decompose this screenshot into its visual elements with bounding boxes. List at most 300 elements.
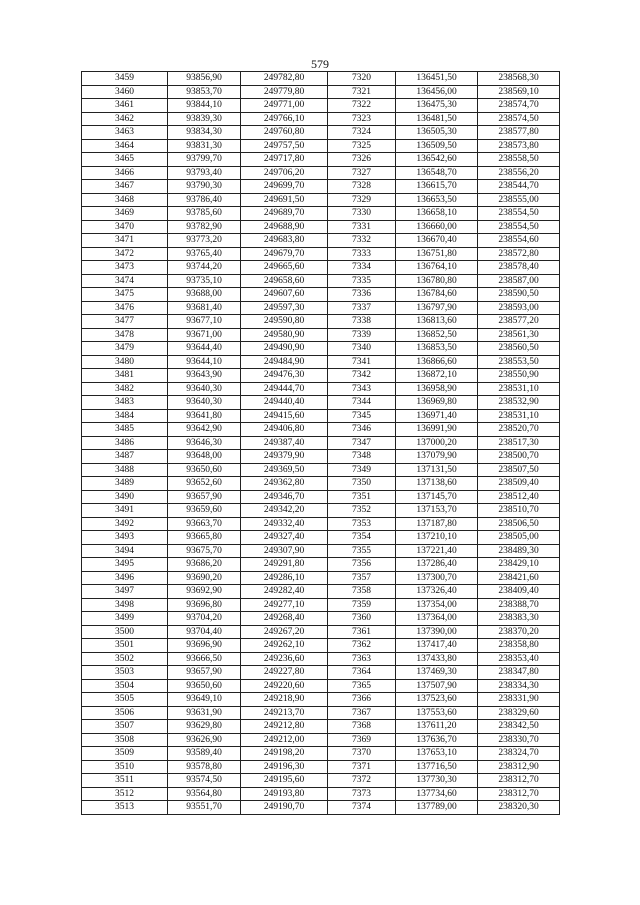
table-row bbox=[82, 315, 560, 329]
point-id-right-cell: 7331 bbox=[328, 220, 396, 234]
y-coordinate-right-cell: 238383,30 bbox=[478, 612, 560, 626]
x-coordinate-right-cell: 137079,90 bbox=[396, 450, 478, 464]
x-coordinate-right-cell: 136969,80 bbox=[396, 396, 478, 410]
x-coordinate-right-cell: 136764,10 bbox=[396, 261, 478, 275]
x-coordinate-left-cell: 93641,80 bbox=[168, 409, 241, 423]
table-row bbox=[82, 139, 560, 153]
table-row bbox=[82, 571, 560, 585]
y-coordinate-left-cell: 249213,70 bbox=[241, 706, 328, 720]
y-coordinate-left-cell: 249757,50 bbox=[241, 139, 328, 153]
y-coordinate-right-cell: 238593,00 bbox=[478, 301, 560, 315]
x-coordinate-right-cell: 137653,10 bbox=[396, 747, 478, 761]
point-id-right-cell: 7326 bbox=[328, 153, 396, 167]
x-coordinate-left-cell: 93671,00 bbox=[168, 328, 241, 342]
y-coordinate-left-cell: 249699,70 bbox=[241, 180, 328, 194]
point-id-right-cell: 7345 bbox=[328, 409, 396, 423]
point-id-left-cell: 3513 bbox=[82, 801, 168, 815]
table-row bbox=[82, 396, 560, 410]
y-coordinate-left-cell: 249212,00 bbox=[241, 733, 328, 747]
x-coordinate-left-cell: 93640,30 bbox=[168, 382, 241, 396]
point-id-left-cell: 3504 bbox=[82, 679, 168, 693]
y-coordinate-left-cell: 249771,00 bbox=[241, 99, 328, 113]
x-coordinate-left-cell: 93696,90 bbox=[168, 639, 241, 653]
y-coordinate-left-cell: 249691,50 bbox=[241, 193, 328, 207]
x-coordinate-left-cell: 93643,90 bbox=[168, 369, 241, 383]
point-id-right-cell: 7353 bbox=[328, 517, 396, 531]
point-id-left-cell: 3481 bbox=[82, 369, 168, 383]
x-coordinate-left-cell: 93853,70 bbox=[168, 85, 241, 99]
point-id-left-cell: 3471 bbox=[82, 234, 168, 248]
y-coordinate-right-cell: 238312,70 bbox=[478, 787, 560, 801]
point-id-right-cell: 7323 bbox=[328, 112, 396, 126]
x-coordinate-right-cell: 136456,00 bbox=[396, 85, 478, 99]
point-id-left-cell: 3509 bbox=[82, 747, 168, 761]
x-coordinate-right-cell: 136780,80 bbox=[396, 274, 478, 288]
x-coordinate-right-cell: 137469,30 bbox=[396, 666, 478, 680]
x-coordinate-left-cell: 93773,20 bbox=[168, 234, 241, 248]
y-coordinate-left-cell: 249607,60 bbox=[241, 288, 328, 302]
y-coordinate-left-cell: 249760,80 bbox=[241, 126, 328, 140]
table-row bbox=[82, 652, 560, 666]
x-coordinate-right-cell: 136475,30 bbox=[396, 99, 478, 113]
x-coordinate-right-cell: 137730,30 bbox=[396, 774, 478, 788]
point-id-right-cell: 7371 bbox=[328, 760, 396, 774]
x-coordinate-left-cell: 93644,40 bbox=[168, 342, 241, 356]
point-id-left-cell: 3467 bbox=[82, 180, 168, 194]
table-row bbox=[82, 585, 560, 599]
y-coordinate-left-cell: 249387,40 bbox=[241, 436, 328, 450]
y-coordinate-right-cell: 238512,40 bbox=[478, 490, 560, 504]
y-coordinate-left-cell: 249227,80 bbox=[241, 666, 328, 680]
y-coordinate-left-cell: 249766,10 bbox=[241, 112, 328, 126]
y-coordinate-left-cell: 249369,50 bbox=[241, 463, 328, 477]
table-row bbox=[82, 666, 560, 680]
table-row bbox=[82, 477, 560, 491]
point-id-left-cell: 3479 bbox=[82, 342, 168, 356]
point-id-right-cell: 7341 bbox=[328, 355, 396, 369]
x-coordinate-right-cell: 136751,80 bbox=[396, 247, 478, 261]
table-row bbox=[82, 409, 560, 423]
y-coordinate-right-cell: 238520,70 bbox=[478, 423, 560, 437]
point-id-right-cell: 7368 bbox=[328, 720, 396, 734]
x-coordinate-left-cell: 93856,90 bbox=[168, 72, 241, 86]
table-row bbox=[82, 706, 560, 720]
table-row bbox=[82, 247, 560, 261]
point-id-right-cell: 7340 bbox=[328, 342, 396, 356]
y-coordinate-left-cell: 249218,90 bbox=[241, 693, 328, 707]
x-coordinate-right-cell: 136653,50 bbox=[396, 193, 478, 207]
point-id-right-cell: 7343 bbox=[328, 382, 396, 396]
x-coordinate-right-cell: 137138,60 bbox=[396, 477, 478, 491]
y-coordinate-right-cell: 238553,50 bbox=[478, 355, 560, 369]
y-coordinate-right-cell: 238505,00 bbox=[478, 531, 560, 545]
y-coordinate-right-cell: 238517,30 bbox=[478, 436, 560, 450]
y-coordinate-right-cell: 238330,70 bbox=[478, 733, 560, 747]
point-id-left-cell: 3496 bbox=[82, 571, 168, 585]
y-coordinate-right-cell: 238507,50 bbox=[478, 463, 560, 477]
y-coordinate-right-cell: 238573,80 bbox=[478, 139, 560, 153]
y-coordinate-right-cell: 238324,70 bbox=[478, 747, 560, 761]
point-id-right-cell: 7349 bbox=[328, 463, 396, 477]
y-coordinate-right-cell: 238329,60 bbox=[478, 706, 560, 720]
point-id-right-cell: 7370 bbox=[328, 747, 396, 761]
point-id-left-cell: 3501 bbox=[82, 639, 168, 653]
point-id-left-cell: 3493 bbox=[82, 531, 168, 545]
point-id-right-cell: 7330 bbox=[328, 207, 396, 221]
table-row bbox=[82, 531, 560, 545]
table-row bbox=[82, 558, 560, 572]
point-id-right-cell: 7363 bbox=[328, 652, 396, 666]
x-coordinate-right-cell: 137390,00 bbox=[396, 625, 478, 639]
table-row bbox=[82, 85, 560, 99]
point-id-right-cell: 7374 bbox=[328, 801, 396, 815]
y-coordinate-left-cell: 249779,80 bbox=[241, 85, 328, 99]
x-coordinate-right-cell: 136509,50 bbox=[396, 139, 478, 153]
point-id-right-cell: 7354 bbox=[328, 531, 396, 545]
x-coordinate-left-cell: 93696,80 bbox=[168, 598, 241, 612]
table-row bbox=[82, 517, 560, 531]
x-coordinate-right-cell: 137789,00 bbox=[396, 801, 478, 815]
y-coordinate-left-cell: 249262,10 bbox=[241, 639, 328, 653]
y-coordinate-right-cell: 238510,70 bbox=[478, 504, 560, 518]
x-coordinate-left-cell: 93650,60 bbox=[168, 679, 241, 693]
table-row bbox=[82, 342, 560, 356]
point-id-right-cell: 7351 bbox=[328, 490, 396, 504]
point-id-left-cell: 3476 bbox=[82, 301, 168, 315]
y-coordinate-right-cell: 238532,90 bbox=[478, 396, 560, 410]
point-id-left-cell: 3505 bbox=[82, 693, 168, 707]
y-coordinate-left-cell: 249196,30 bbox=[241, 760, 328, 774]
y-coordinate-left-cell: 249332,40 bbox=[241, 517, 328, 531]
y-coordinate-left-cell: 249706,20 bbox=[241, 166, 328, 180]
y-coordinate-left-cell: 249580,90 bbox=[241, 328, 328, 342]
y-coordinate-right-cell: 238342,50 bbox=[478, 720, 560, 734]
point-id-left-cell: 3486 bbox=[82, 436, 168, 450]
table-row bbox=[82, 679, 560, 693]
point-id-left-cell: 3503 bbox=[82, 666, 168, 680]
x-coordinate-left-cell: 93665,80 bbox=[168, 531, 241, 545]
x-coordinate-left-cell: 93640,30 bbox=[168, 396, 241, 410]
point-id-left-cell: 3468 bbox=[82, 193, 168, 207]
point-id-right-cell: 7348 bbox=[328, 450, 396, 464]
x-coordinate-right-cell: 136872,10 bbox=[396, 369, 478, 383]
x-coordinate-left-cell: 93765,40 bbox=[168, 247, 241, 261]
table-row bbox=[82, 598, 560, 612]
coordinate-table-body bbox=[82, 72, 560, 815]
point-id-right-cell: 7337 bbox=[328, 301, 396, 315]
point-id-right-cell: 7352 bbox=[328, 504, 396, 518]
x-coordinate-left-cell: 93704,20 bbox=[168, 612, 241, 626]
y-coordinate-left-cell: 249406,80 bbox=[241, 423, 328, 437]
y-coordinate-right-cell: 238347,80 bbox=[478, 666, 560, 680]
table-row bbox=[82, 72, 560, 86]
point-id-left-cell: 3491 bbox=[82, 504, 168, 518]
x-coordinate-left-cell: 93793,40 bbox=[168, 166, 241, 180]
y-coordinate-right-cell: 238331,90 bbox=[478, 693, 560, 707]
point-id-left-cell: 3465 bbox=[82, 153, 168, 167]
y-coordinate-right-cell: 238554,50 bbox=[478, 207, 560, 221]
y-coordinate-right-cell: 238409,40 bbox=[478, 585, 560, 599]
y-coordinate-left-cell: 249220,60 bbox=[241, 679, 328, 693]
point-id-right-cell: 7342 bbox=[328, 369, 396, 383]
y-coordinate-right-cell: 238506,50 bbox=[478, 517, 560, 531]
table-row bbox=[82, 787, 560, 801]
point-id-right-cell: 7325 bbox=[328, 139, 396, 153]
point-id-left-cell: 3480 bbox=[82, 355, 168, 369]
point-id-right-cell: 7361 bbox=[328, 625, 396, 639]
table-row bbox=[82, 180, 560, 194]
y-coordinate-right-cell: 238578,40 bbox=[478, 261, 560, 275]
point-id-left-cell: 3512 bbox=[82, 787, 168, 801]
table-row bbox=[82, 301, 560, 315]
table-row bbox=[82, 207, 560, 221]
y-coordinate-left-cell: 249195,60 bbox=[241, 774, 328, 788]
point-id-right-cell: 7359 bbox=[328, 598, 396, 612]
point-id-left-cell: 3487 bbox=[82, 450, 168, 464]
x-coordinate-left-cell: 93677,10 bbox=[168, 315, 241, 329]
table-row bbox=[82, 625, 560, 639]
y-coordinate-left-cell: 249286,10 bbox=[241, 571, 328, 585]
point-id-left-cell: 3485 bbox=[82, 423, 168, 437]
x-coordinate-right-cell: 136548,70 bbox=[396, 166, 478, 180]
y-coordinate-right-cell: 238421,60 bbox=[478, 571, 560, 585]
x-coordinate-right-cell: 137553,60 bbox=[396, 706, 478, 720]
x-coordinate-right-cell: 137221,40 bbox=[396, 544, 478, 558]
x-coordinate-left-cell: 93659,60 bbox=[168, 504, 241, 518]
table-row bbox=[82, 760, 560, 774]
x-coordinate-left-cell: 93782,90 bbox=[168, 220, 241, 234]
y-coordinate-right-cell: 238320,30 bbox=[478, 801, 560, 815]
y-coordinate-left-cell: 249342,20 bbox=[241, 504, 328, 518]
x-coordinate-left-cell: 93574,50 bbox=[168, 774, 241, 788]
table-row bbox=[82, 720, 560, 734]
y-coordinate-left-cell: 249440,40 bbox=[241, 396, 328, 410]
y-coordinate-right-cell: 238312,90 bbox=[478, 760, 560, 774]
y-coordinate-left-cell: 249198,20 bbox=[241, 747, 328, 761]
point-id-right-cell: 7373 bbox=[328, 787, 396, 801]
point-id-left-cell: 3495 bbox=[82, 558, 168, 572]
y-coordinate-left-cell: 249307,90 bbox=[241, 544, 328, 558]
point-id-right-cell: 7328 bbox=[328, 180, 396, 194]
point-id-left-cell: 3475 bbox=[82, 288, 168, 302]
x-coordinate-left-cell: 93735,10 bbox=[168, 274, 241, 288]
point-id-left-cell: 3463 bbox=[82, 126, 168, 140]
point-id-left-cell: 3466 bbox=[82, 166, 168, 180]
y-coordinate-right-cell: 238489,30 bbox=[478, 544, 560, 558]
x-coordinate-right-cell: 136670,40 bbox=[396, 234, 478, 248]
y-coordinate-left-cell: 249327,40 bbox=[241, 531, 328, 545]
y-coordinate-left-cell: 249490,90 bbox=[241, 342, 328, 356]
point-id-left-cell: 3494 bbox=[82, 544, 168, 558]
x-coordinate-right-cell: 136481,50 bbox=[396, 112, 478, 126]
table-row bbox=[82, 112, 560, 126]
point-id-left-cell: 3490 bbox=[82, 490, 168, 504]
point-id-right-cell: 7329 bbox=[328, 193, 396, 207]
y-coordinate-right-cell: 238429,10 bbox=[478, 558, 560, 572]
point-id-left-cell: 3502 bbox=[82, 652, 168, 666]
y-coordinate-right-cell: 238577,20 bbox=[478, 315, 560, 329]
point-id-left-cell: 3472 bbox=[82, 247, 168, 261]
x-coordinate-left-cell: 93686,20 bbox=[168, 558, 241, 572]
x-coordinate-left-cell: 93785,60 bbox=[168, 207, 241, 221]
table-row bbox=[82, 747, 560, 761]
y-coordinate-right-cell: 238353,40 bbox=[478, 652, 560, 666]
point-id-right-cell: 7357 bbox=[328, 571, 396, 585]
y-coordinate-left-cell: 249597,30 bbox=[241, 301, 328, 315]
point-id-left-cell: 3459 bbox=[82, 72, 168, 86]
point-id-right-cell: 7360 bbox=[328, 612, 396, 626]
x-coordinate-right-cell: 137523,60 bbox=[396, 693, 478, 707]
y-coordinate-right-cell: 238544,70 bbox=[478, 180, 560, 194]
x-coordinate-right-cell: 136660,00 bbox=[396, 220, 478, 234]
table-row bbox=[82, 423, 560, 437]
y-coordinate-right-cell: 238370,20 bbox=[478, 625, 560, 639]
x-coordinate-right-cell: 136615,70 bbox=[396, 180, 478, 194]
x-coordinate-left-cell: 93690,20 bbox=[168, 571, 241, 585]
x-coordinate-left-cell: 93790,30 bbox=[168, 180, 241, 194]
x-coordinate-left-cell: 93681,40 bbox=[168, 301, 241, 315]
y-coordinate-left-cell: 249190,70 bbox=[241, 801, 328, 815]
y-coordinate-right-cell: 238574,50 bbox=[478, 112, 560, 126]
table-row bbox=[82, 288, 560, 302]
point-id-right-cell: 7324 bbox=[328, 126, 396, 140]
table-row bbox=[82, 126, 560, 140]
x-coordinate-right-cell: 137131,50 bbox=[396, 463, 478, 477]
x-coordinate-right-cell: 136958,90 bbox=[396, 382, 478, 396]
y-coordinate-left-cell: 249717,80 bbox=[241, 153, 328, 167]
point-id-left-cell: 3507 bbox=[82, 720, 168, 734]
x-coordinate-right-cell: 137286,40 bbox=[396, 558, 478, 572]
x-coordinate-right-cell: 137636,70 bbox=[396, 733, 478, 747]
y-coordinate-right-cell: 238500,70 bbox=[478, 450, 560, 464]
x-coordinate-left-cell: 93578,80 bbox=[168, 760, 241, 774]
x-coordinate-left-cell: 93657,90 bbox=[168, 666, 241, 680]
x-coordinate-right-cell: 136451,50 bbox=[396, 72, 478, 86]
point-id-left-cell: 3500 bbox=[82, 625, 168, 639]
point-id-right-cell: 7335 bbox=[328, 274, 396, 288]
y-coordinate-left-cell: 249415,60 bbox=[241, 409, 328, 423]
x-coordinate-right-cell: 136866,60 bbox=[396, 355, 478, 369]
x-coordinate-left-cell: 93646,30 bbox=[168, 436, 241, 450]
point-id-left-cell: 3461 bbox=[82, 99, 168, 113]
x-coordinate-left-cell: 93675,70 bbox=[168, 544, 241, 558]
point-id-right-cell: 7372 bbox=[328, 774, 396, 788]
point-id-right-cell: 7334 bbox=[328, 261, 396, 275]
point-id-right-cell: 7344 bbox=[328, 396, 396, 410]
y-coordinate-right-cell: 238560,50 bbox=[478, 342, 560, 356]
x-coordinate-left-cell: 93663,70 bbox=[168, 517, 241, 531]
y-coordinate-right-cell: 238558,50 bbox=[478, 153, 560, 167]
y-coordinate-left-cell: 249277,10 bbox=[241, 598, 328, 612]
point-id-left-cell: 3482 bbox=[82, 382, 168, 396]
point-id-left-cell: 3470 bbox=[82, 220, 168, 234]
y-coordinate-right-cell: 238509,40 bbox=[478, 477, 560, 491]
point-id-left-cell: 3460 bbox=[82, 85, 168, 99]
x-coordinate-left-cell: 93834,30 bbox=[168, 126, 241, 140]
table-row bbox=[82, 234, 560, 248]
table-row bbox=[82, 274, 560, 288]
x-coordinate-left-cell: 93786,40 bbox=[168, 193, 241, 207]
y-coordinate-left-cell: 249683,80 bbox=[241, 234, 328, 248]
point-id-right-cell: 7327 bbox=[328, 166, 396, 180]
y-coordinate-left-cell: 249476,30 bbox=[241, 369, 328, 383]
point-id-right-cell: 7332 bbox=[328, 234, 396, 248]
point-id-right-cell: 7369 bbox=[328, 733, 396, 747]
x-coordinate-left-cell: 93629,80 bbox=[168, 720, 241, 734]
y-coordinate-right-cell: 238556,20 bbox=[478, 166, 560, 180]
x-coordinate-right-cell: 137153,70 bbox=[396, 504, 478, 518]
point-id-left-cell: 3497 bbox=[82, 585, 168, 599]
point-id-right-cell: 7366 bbox=[328, 693, 396, 707]
x-coordinate-right-cell: 136991,90 bbox=[396, 423, 478, 437]
point-id-left-cell: 3462 bbox=[82, 112, 168, 126]
y-coordinate-right-cell: 238334,30 bbox=[478, 679, 560, 693]
x-coordinate-right-cell: 137507,90 bbox=[396, 679, 478, 693]
point-id-right-cell: 7367 bbox=[328, 706, 396, 720]
point-id-right-cell: 7364 bbox=[328, 666, 396, 680]
y-coordinate-left-cell: 249346,70 bbox=[241, 490, 328, 504]
x-coordinate-right-cell: 136797,90 bbox=[396, 301, 478, 315]
y-coordinate-left-cell: 249679,70 bbox=[241, 247, 328, 261]
point-id-left-cell: 3477 bbox=[82, 315, 168, 329]
x-coordinate-left-cell: 93649,10 bbox=[168, 693, 241, 707]
x-coordinate-right-cell: 137326,40 bbox=[396, 585, 478, 599]
y-coordinate-right-cell: 238554,60 bbox=[478, 234, 560, 248]
y-coordinate-left-cell: 249193,80 bbox=[241, 787, 328, 801]
point-id-left-cell: 3510 bbox=[82, 760, 168, 774]
y-coordinate-right-cell: 238587,00 bbox=[478, 274, 560, 288]
y-coordinate-right-cell: 238531,10 bbox=[478, 382, 560, 396]
table-row bbox=[82, 612, 560, 626]
point-id-left-cell: 3488 bbox=[82, 463, 168, 477]
y-coordinate-right-cell: 238312,70 bbox=[478, 774, 560, 788]
point-id-left-cell: 3464 bbox=[82, 139, 168, 153]
x-coordinate-right-cell: 136852,50 bbox=[396, 328, 478, 342]
table-row bbox=[82, 193, 560, 207]
table-row bbox=[82, 369, 560, 383]
x-coordinate-right-cell: 136542,60 bbox=[396, 153, 478, 167]
point-id-right-cell: 7339 bbox=[328, 328, 396, 342]
point-id-right-cell: 7356 bbox=[328, 558, 396, 572]
point-id-right-cell: 7321 bbox=[328, 85, 396, 99]
x-coordinate-left-cell: 93626,90 bbox=[168, 733, 241, 747]
y-coordinate-left-cell: 249282,40 bbox=[241, 585, 328, 599]
table-row bbox=[82, 355, 560, 369]
point-id-left-cell: 3511 bbox=[82, 774, 168, 788]
point-id-left-cell: 3489 bbox=[82, 477, 168, 491]
table-row bbox=[82, 544, 560, 558]
table-row bbox=[82, 99, 560, 113]
x-coordinate-left-cell: 93650,60 bbox=[168, 463, 241, 477]
x-coordinate-right-cell: 136813,60 bbox=[396, 315, 478, 329]
y-coordinate-right-cell: 238531,10 bbox=[478, 409, 560, 423]
x-coordinate-left-cell: 93652,60 bbox=[168, 477, 241, 491]
table-row bbox=[82, 693, 560, 707]
y-coordinate-left-cell: 249689,70 bbox=[241, 207, 328, 221]
point-id-right-cell: 7346 bbox=[328, 423, 396, 437]
y-coordinate-right-cell: 238358,80 bbox=[478, 639, 560, 653]
x-coordinate-left-cell: 93688,00 bbox=[168, 288, 241, 302]
point-id-right-cell: 7320 bbox=[328, 72, 396, 86]
x-coordinate-left-cell: 93648,00 bbox=[168, 450, 241, 464]
y-coordinate-right-cell: 238561,30 bbox=[478, 328, 560, 342]
y-coordinate-left-cell: 249444,70 bbox=[241, 382, 328, 396]
table-row bbox=[82, 166, 560, 180]
y-coordinate-right-cell: 238550,90 bbox=[478, 369, 560, 383]
x-coordinate-left-cell: 93839,30 bbox=[168, 112, 241, 126]
coordinate-table bbox=[81, 71, 560, 815]
y-coordinate-left-cell: 249379,90 bbox=[241, 450, 328, 464]
